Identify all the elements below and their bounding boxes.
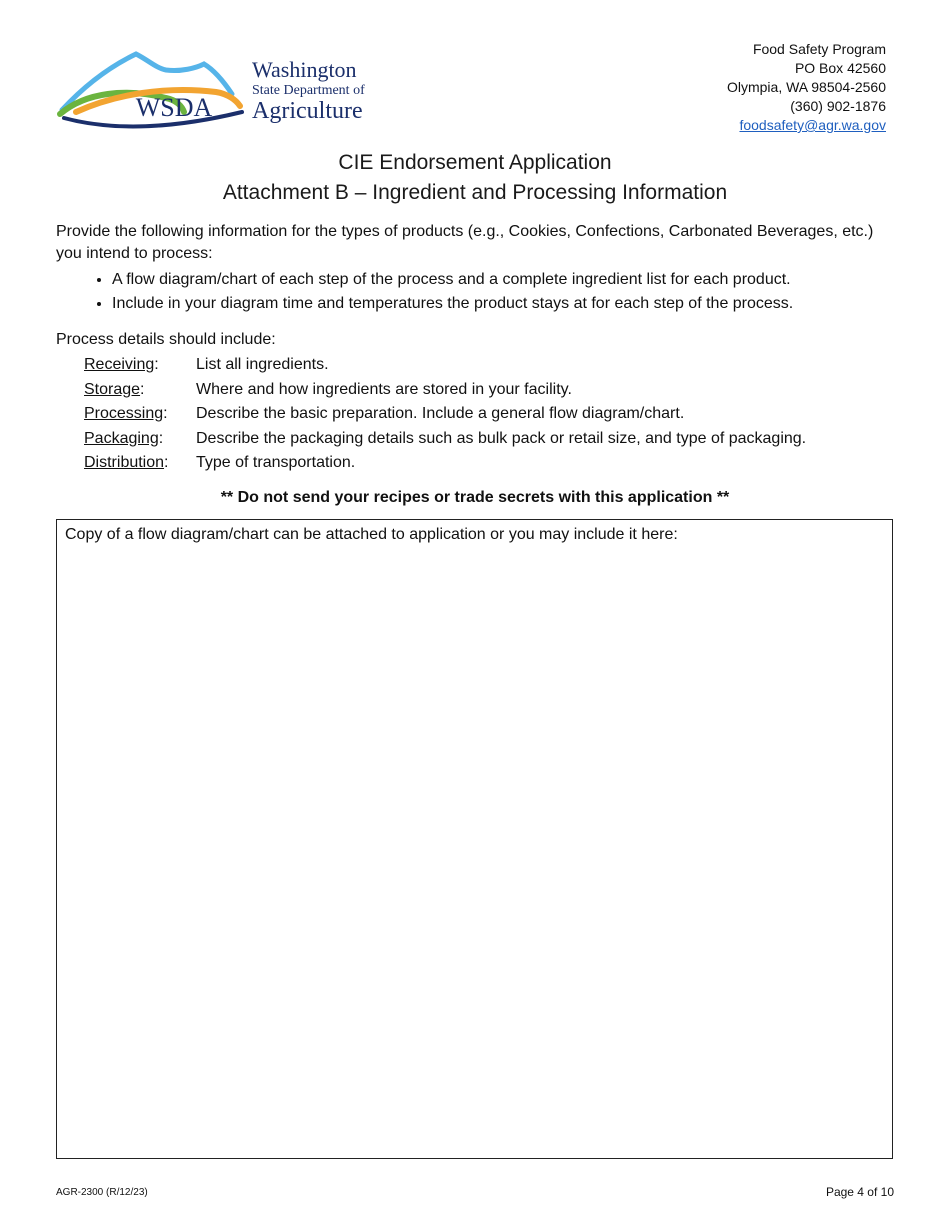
detail-desc: Where and how ingredients are stored in your facility. bbox=[196, 380, 572, 398]
flow-diagram-box[interactable] bbox=[56, 519, 893, 1159]
page-title: CIE Endorsement Application bbox=[338, 151, 612, 174]
trade-secret-warning: ** Do not send your recipes or trade secrets with this application ** bbox=[220, 489, 730, 506]
intro-bullet: • Include in your diagram time and temperatures the product stays at for each step of the process. bbox=[112, 293, 901, 315]
detail-row-packaging: Packaging: Describe the packaging details such as bulk pack or retail size, and type of packaging. bbox=[84, 427, 806, 452]
logo-line-department: State Department of bbox=[252, 83, 365, 98]
intro-bullets bbox=[56, 269, 901, 315]
detail-desc: Describe the basic preparation. Include a general flow diagram/chart. bbox=[196, 405, 685, 422]
detail-desc: List all ingredients. bbox=[196, 356, 329, 373]
page-number: Page 4 of 10 bbox=[825, 1185, 894, 1199]
form-id: AGR-2300 (R/12/23) bbox=[56, 1187, 148, 1198]
logo-line-washington: Washington bbox=[252, 57, 357, 82]
details-list bbox=[84, 353, 806, 476]
logo-line-agriculture: Agriculture bbox=[252, 98, 363, 124]
wsda-logo bbox=[56, 48, 376, 130]
intro-paragraph: Provide the following information for the types of products (e.g., Cookies, Confections, Carbonated Beverages, etc.) you intend to process: bbox=[56, 223, 874, 262]
detail-desc: Type of transportation. bbox=[196, 454, 356, 471]
contact-city: Olympia, WA 98504-2560 bbox=[726, 79, 886, 95]
contact-block bbox=[727, 40, 886, 135]
detail-row-processing: Processing: Describe the basic preparation. Include a general flow diagram/chart. bbox=[84, 402, 806, 427]
contact-po-box: PO Box 42560 bbox=[794, 60, 886, 76]
intro-section bbox=[56, 221, 901, 317]
detail-term: Processing bbox=[84, 405, 164, 422]
details-title: Process details should include: bbox=[56, 331, 276, 348]
detail-term: Storage bbox=[84, 380, 141, 398]
detail-term: Distribution bbox=[84, 454, 165, 471]
detail-term: Packaging bbox=[84, 429, 159, 447]
contact-program: Food Safety Program bbox=[752, 41, 886, 57]
flow-diagram-label: Copy of a flow diagram/chart can be attached to application or you may include it here: bbox=[65, 526, 678, 543]
contact-phone: (360) 902-1876 bbox=[790, 98, 886, 114]
detail-row-receiving: Receiving: List all ingredients. bbox=[84, 353, 806, 378]
logo-acronym: WSDA bbox=[135, 93, 213, 122]
wsda-logo-graphic bbox=[56, 48, 246, 130]
intro-bullet: • A flow diagram/chart of each step of the process and a complete ingredient list for each product. bbox=[112, 269, 901, 291]
detail-row-distribution: Distribution: Type of transportation. bbox=[84, 451, 806, 476]
page-subtitle: Attachment B – Ingredient and Processing Information bbox=[222, 181, 728, 204]
contact-email-link[interactable]: foodsafety@agr.wa.gov bbox=[739, 117, 886, 133]
logo-wordmark bbox=[252, 58, 365, 123]
detail-row-storage: Storage: Where and how ingredients are stored in your facility. bbox=[84, 378, 806, 403]
page-titles bbox=[0, 148, 950, 208]
detail-term: Receiving bbox=[84, 356, 155, 373]
detail-desc: Describe the packaging details such as bulk pack or retail size, and type of packaging. bbox=[196, 429, 807, 447]
